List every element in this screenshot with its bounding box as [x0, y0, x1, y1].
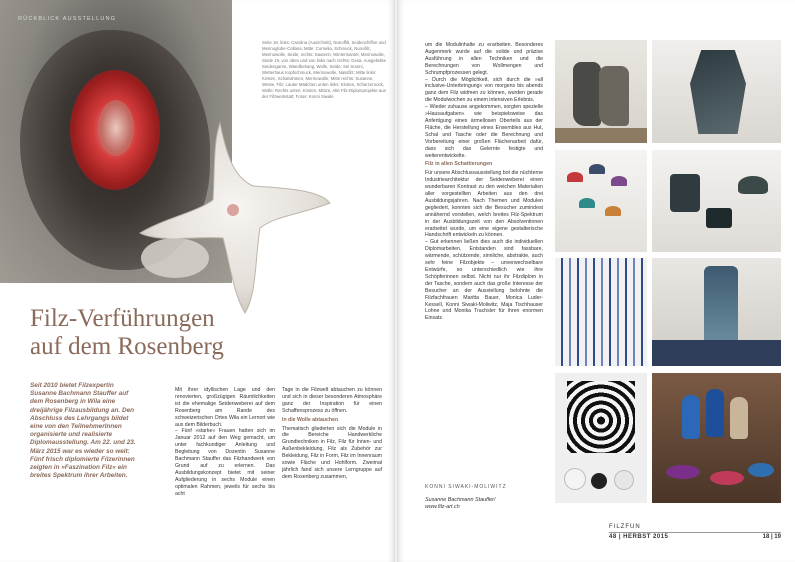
paragraph-bullet	[425, 104, 543, 159]
star-shape	[140, 123, 330, 313]
shelf-shape	[555, 128, 647, 143]
felt-inner-center	[98, 100, 134, 156]
hat-shape	[567, 172, 583, 182]
paragraph-bullet	[425, 77, 543, 105]
bench-shape	[652, 340, 781, 366]
paragraph: Für unsere Abschlussausstellung bot die nüchterne Industriearchitektur der Seidenweberei einen wunderbaren Kontrast zu den weichen Materialien aller vorgestellten Arbeiten aus den drei Ausbildungsjahren. Nach Themen und Modulen gegliedert, konnten sich die Besucher zumindest annähernd vorstellen, welch breites Filz-Spektrum in der Ausbildungszeit von den Absolventinnen erarbeitet wurde, um eine eigene gestalterische Handschrift entwickeln zu können.	[425, 170, 543, 239]
hat-shape	[738, 176, 768, 194]
subheading: In die Wolle abtauchen	[282, 416, 339, 423]
bag-shape	[706, 208, 732, 228]
paragraph-text: Wieder zuhause angekommen, sorgten spezielle »Hausaufgaben« wie beispielsweise das Anfertigung eines ärmellosen Oberteils aus der Fläche, die Herstellung eines Ensembles aus Hut, Schal und Tasche oder die Berechnung und Vorbereitung einer großen Flächenarbeit dafür, dass sich das Gelernte festigte und weiterentwickelte.	[425, 104, 544, 159]
felt-star-photo	[135, 118, 335, 318]
glove-shape	[706, 389, 724, 437]
felt-ball	[615, 471, 633, 489]
photo-felt-scarves	[652, 258, 781, 366]
hat-shape	[611, 176, 627, 186]
paragraph-bullet	[425, 239, 543, 322]
footer-issue: 48 | HERBST 2015	[609, 534, 669, 540]
article-headline	[30, 305, 390, 361]
bullet-dash-icon: –	[425, 239, 430, 246]
glove-shape	[682, 395, 700, 439]
left-page	[0, 0, 395, 562]
op-art-panel	[567, 381, 635, 453]
photo-caption: Seite 18, links: Carolina (Ausschnitt), Nunoffilt, Seidenchiffon und Merinoglobe-Collana; Mitte: Cornelia, Schmuck, Nunofilz, Merinowolle, Seide; rechts: Sauterin, Wintermantel, Merinowolle, Seide 19, von oben und von links nach rechts: Gesa, Ausgeliebte Seidengarne, Wandbehang, Wolle, Seide; Sei Suomi, Wetterhaus Kopfschmuck, Merinowolle, Nassfilz; Mitte links: Kirsten, Schalrahmen, Merinowolle; Mitte rechts: Susanne, Weste, Filz; Lauter Mädchen unten links: Kirsten, Schürzenrock, Wolle; Rechts unten: Kirsten, Mütze, Alte Filz-Diplomprojekte aus der Filzwerkstatt; Fotos: Konni Siwaki	[262, 40, 386, 99]
paragraph-bullet	[175, 428, 275, 497]
photo-felt-blue-panels	[555, 258, 647, 366]
scarf-shape	[704, 266, 738, 346]
photo-felt-bags	[652, 150, 781, 252]
boot-shape	[599, 66, 629, 126]
footer-rule	[609, 532, 781, 533]
signature	[425, 497, 543, 511]
signature-url: www.filz-art.ch	[425, 504, 460, 510]
body-column-3	[425, 42, 543, 322]
paragraph-text: Durch die Möglichkeit, sich durch die »all inclusive-Unterbringung« von morgens bis abends ganz dem Filz widmen zu können, wurden gerade die Modulwochen zu einem intensiven Erlebnis.	[425, 76, 543, 104]
photo-felt-op-art	[555, 373, 647, 503]
photo-felt-hats	[555, 150, 647, 252]
photo-felt-garment	[652, 40, 781, 143]
felt-ball	[591, 473, 607, 489]
author-label: KONNI SIWAKI-MOLIWITZ	[425, 484, 507, 490]
paragraph: Mit ihrer idyllischen Lage und den renovierten, großzügigen Räumlichkeiten ist die ehemalige Seidenweberei auf dem Rosenberg am Rande des schweizerischen Ortes Wila ein Lernort wie aus dem Bilderbuch.	[175, 387, 275, 428]
body-column-2	[282, 387, 382, 481]
footer-brand: FILZFUN	[609, 524, 641, 530]
paragraph: Tage in die Filzwelt abtauchen zu können und sich in dieser besonderen Atmosphäre ganz der Inspiration für einen Schaffensprozess zu öffnen.	[282, 387, 382, 414]
bullet-dash-icon: –	[425, 104, 430, 111]
article-intro: Seit 2010 bietet Filzexpertin Susanne Bachmann Stauffer auf dem Rosenberg in Wila eine dreijährige Filzausbildung an. Den Abschluss des Lehrgangs bildet eine von den TeilnehmerInnen organisierte und realisierte Diplomausstellung. Am 22. und 23. März 2015 war es wieder so weit: Fünf frisch diplomierte Filzerinnen zeigten in »Faszination Filz« ein breites Spektrum ihrer Arbeiten.	[30, 382, 136, 480]
paragraph-text: Fünf »starke« Frauen hatten sich im Januar 2012 auf den Weg gemacht, um unter fachkundiger Anleitung und Begleitung von Dozentin Susanne Bachmann Stauffer das Filzhandwerk von Grund auf zu erlernen. Das Ausbildungskonzept bietet mit seiner Aufgliederung in sechs Module einen optimalen Rahmen, jeweils für sechs bis acht	[175, 428, 275, 497]
slipper-shape	[748, 463, 774, 477]
garment-shape	[690, 50, 746, 134]
subheading: Filz in allen Schattierungen	[425, 161, 493, 168]
slipper-shape	[666, 465, 700, 479]
hat-shape	[589, 164, 605, 174]
photo-felt-gloves	[652, 373, 781, 503]
headline-line-1: Filz-Verführungen	[30, 305, 215, 332]
stone-shape	[141, 238, 209, 278]
headline-line-2: auf dem Rosenberg	[30, 333, 224, 360]
bullet-dash-icon: –	[175, 428, 182, 435]
slipper-shape	[710, 471, 744, 485]
section-label: RÜCKBLICK AUSSTELLUNG	[18, 16, 117, 22]
body-column-1	[175, 387, 275, 498]
bullet-dash-icon: –	[425, 76, 433, 83]
paragraph-text: Gut erkennen ließen dies auch die individuellen Diplomarbeiten. Entstanden sind fassbare, wärmende, schützende, sinnliche, abstrakte, auch sehr feine Filzobjekte – unverwechselbare Entwürfe, so unterschiedlich wie ihre Schöpferinnen selbst. Nicht nur ihr Filzdiplom in der Tasche, sondern auch das große Interesse der Besucher an der Ausstellung belohnte die Filzfachfrauen Maritta Bauer, Monica Luder-Kessell, Konni Siwaki-Moliwitz, Maja Tischhauser Lohne und Monika Trachsler für ihren enormen Einsatz.	[425, 239, 543, 322]
signature-name: Susanne Bachmann Stauffer/	[425, 497, 496, 503]
glove-shape	[730, 397, 748, 439]
bag-shape	[670, 174, 700, 212]
footer-page-numbers: 18 | 19	[762, 534, 781, 540]
right-page	[397, 0, 795, 562]
paragraph: Thematisch gliederten sich die Module in die Bereiche Handwerkliche Grundtechniken in Filz, Filz für Innen- und Außenbekleidung, Filz als Zubehör zur Bekleidung, Filz in Form, Filz im Innenraum sowie Fläche und Hohlform. Zweimal jährlich fand sich unsere Lerngruppe auf dem Rosenberg zusammen,	[282, 425, 382, 480]
felt-ball	[565, 469, 585, 489]
paragraph: um die Modulinhalte zu erarbeiten. Besonderes Augenmerk wurde auf die solide und präzise Ausführung in allen Techniken und die Berechnungen von Wollmengen und Schrumpfprozessen gelegt.	[425, 42, 543, 76]
hat-shape	[579, 198, 595, 208]
hat-shape	[605, 206, 621, 216]
photo-felt-boots	[555, 40, 647, 143]
star-center-dot	[227, 204, 239, 216]
boot-shape	[573, 62, 601, 126]
